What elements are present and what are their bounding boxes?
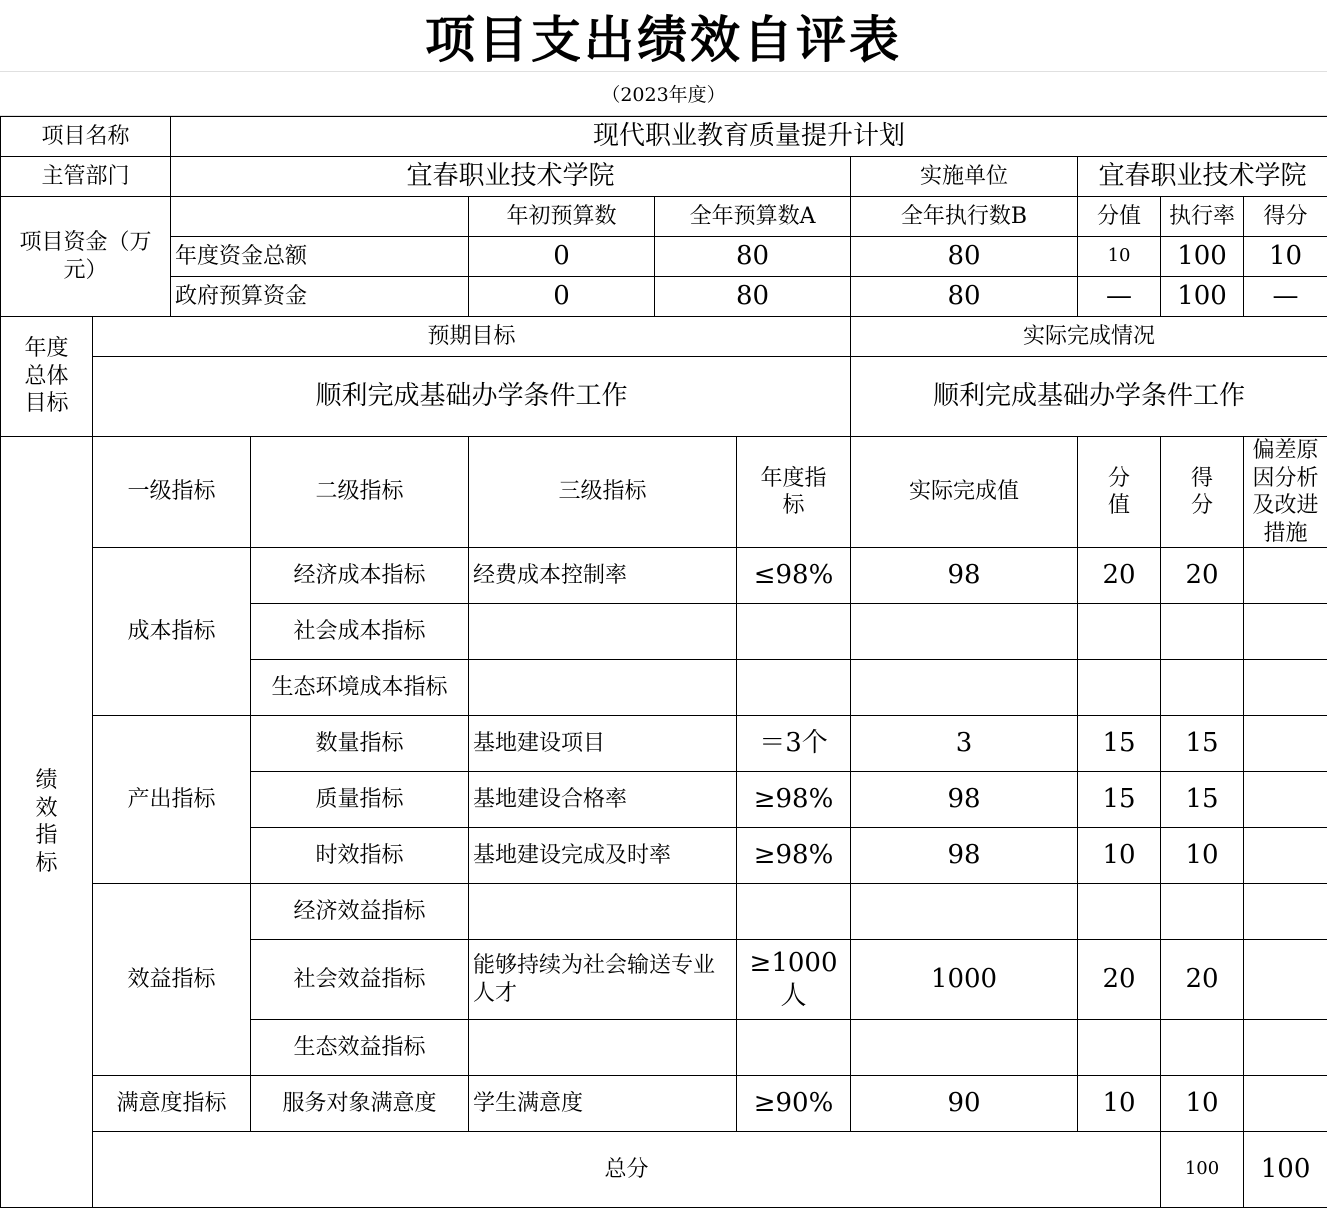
perf-level1: 满意度指标 [93,1076,251,1132]
perf-score: 15 [1078,716,1161,772]
perf-level2: 服务对象满意度 [251,1076,469,1132]
perf-target: ≥98% [737,828,851,884]
perf-note [1244,884,1327,940]
funds-cell: — [1244,277,1327,317]
perf-got [1161,884,1244,940]
total-got: 100 [1244,1132,1327,1208]
unit-value: 宜春职业技术学院 [1078,157,1327,197]
perf-actual: 98 [851,772,1078,828]
perf-note [1244,772,1327,828]
perf-level2: 质量指标 [251,772,469,828]
perf-level2: 时效指标 [251,828,469,884]
perf-header: 得分 [1161,437,1244,548]
perf-target: ＝3个 [737,716,851,772]
page-subtitle: （2023年度） [0,72,1327,116]
perf-level2: 社会成本指标 [251,604,469,660]
funds-header-rate: 执行率 [1161,197,1244,237]
project-name-label: 项目名称 [1,117,171,157]
perf-level2: 经济成本指标 [251,548,469,604]
funds-header-executed: 全年执行数B [851,197,1078,237]
evaluation-table [0,116,1327,1208]
perf-target [737,604,851,660]
perf-label: 绩效指标 [1,437,93,1208]
funds-label: 项目资金（万元） [1,197,171,317]
funds-cell: 0 [469,237,655,277]
perf-actual [851,884,1078,940]
perf-header: 二级指标 [251,437,469,548]
funds-cell: — [1078,277,1161,317]
perf-actual: 3 [851,716,1078,772]
perf-score: 15 [1078,772,1161,828]
perf-level3: 经费成本控制率 [469,548,737,604]
perf-score: 20 [1078,548,1161,604]
perf-level2: 数量指标 [251,716,469,772]
perf-score [1078,1020,1161,1076]
perf-level2: 经济效益指标 [251,884,469,940]
funds-cell: 0 [469,277,655,317]
dept-value: 宜春职业技术学院 [171,157,851,197]
perf-level1: 产出指标 [93,716,251,884]
perf-level2: 社会效益指标 [251,940,469,1020]
perf-level3: 基地建设项目 [469,716,737,772]
perf-note [1244,1076,1327,1132]
perf-note [1244,828,1327,884]
funds-cell: 10 [1244,237,1327,277]
perf-score: 10 [1078,828,1161,884]
perf-got [1161,604,1244,660]
perf-level2: 生态效益指标 [251,1020,469,1076]
perf-level1: 成本指标 [93,548,251,716]
perf-actual [851,660,1078,716]
funds-cell: 100 [1161,277,1244,317]
funds-cell: 100 [1161,237,1244,277]
funds-cell: 80 [655,237,851,277]
perf-got: 15 [1161,716,1244,772]
perf-actual [851,604,1078,660]
funds-cell: 80 [655,277,851,317]
perf-actual: 98 [851,548,1078,604]
funds-header-score: 分值 [1078,197,1161,237]
perf-got: 20 [1161,548,1244,604]
perf-header: 实际完成值 [851,437,1078,548]
perf-level2: 生态环境成本指标 [251,660,469,716]
perf-target: ≥98% [737,772,851,828]
perf-got: 20 [1161,940,1244,1020]
perf-level3: 能够持续为社会输送专业人才 [469,940,737,1020]
perf-level3: 基地建设合格率 [469,772,737,828]
perf-actual: 90 [851,1076,1078,1132]
perf-got [1161,1020,1244,1076]
goals-label: 年度总体目标 [1,317,93,437]
perf-level3 [469,884,737,940]
funds-cell: 80 [851,277,1078,317]
perf-score [1078,604,1161,660]
perf-note [1244,1020,1327,1076]
funds-header-initial: 年初预算数 [469,197,655,237]
page-title: 项目支出绩效自评表 [0,0,1327,72]
perf-score: 10 [1078,1076,1161,1132]
funds-cell: 10 [1078,237,1161,277]
dept-label: 主管部门 [1,157,171,197]
funds-header-annual: 全年预算数A [655,197,851,237]
perf-level1: 效益指标 [93,884,251,1076]
perf-header: 偏差原因分析及改进措施 [1244,437,1327,548]
total-score: 100 [1161,1132,1244,1208]
perf-score [1078,660,1161,716]
perf-got: 15 [1161,772,1244,828]
perf-level3 [469,1020,737,1076]
perf-actual: 1000 [851,940,1078,1020]
project-name-value: 现代职业教育质量提升计划 [171,117,1327,157]
perf-score: 20 [1078,940,1161,1020]
perf-header: 三级指标 [469,437,737,548]
perf-got: 10 [1161,1076,1244,1132]
funds-header-got: 得分 [1244,197,1327,237]
perf-actual: 98 [851,828,1078,884]
funds-cell: 80 [851,237,1078,277]
perf-actual [851,1020,1078,1076]
perf-note [1244,604,1327,660]
funds-row-gov-label: 政府预算资金 [171,277,469,317]
perf-target: ≥1000人 [737,940,851,1020]
perf-target [737,884,851,940]
perf-level3 [469,604,737,660]
perf-note [1244,716,1327,772]
perf-note [1244,548,1327,604]
perf-score [1078,884,1161,940]
perf-header: 分值 [1078,437,1161,548]
perf-level3 [469,660,737,716]
perf-got: 10 [1161,828,1244,884]
total-label: 总分 [93,1132,1161,1208]
perf-target [737,1020,851,1076]
funds-header-blank [171,197,469,237]
goals-actual-value: 顺利完成基础办学条件工作 [851,357,1327,437]
perf-target: ≥90% [737,1076,851,1132]
perf-header: 一级指标 [93,437,251,548]
perf-level3: 基地建设完成及时率 [469,828,737,884]
perf-note [1244,940,1327,1020]
perf-header: 年度指标 [737,437,851,548]
perf-target: ≤98% [737,548,851,604]
goals-expected-value: 顺利完成基础办学条件工作 [93,357,851,437]
goals-actual-label: 实际完成情况 [851,317,1327,357]
perf-target [737,660,851,716]
perf-got [1161,660,1244,716]
goals-expected-label: 预期目标 [93,317,851,357]
perf-note [1244,660,1327,716]
perf-level3: 学生满意度 [469,1076,737,1132]
unit-label: 实施单位 [851,157,1078,197]
funds-row-total-label: 年度资金总额 [171,237,469,277]
